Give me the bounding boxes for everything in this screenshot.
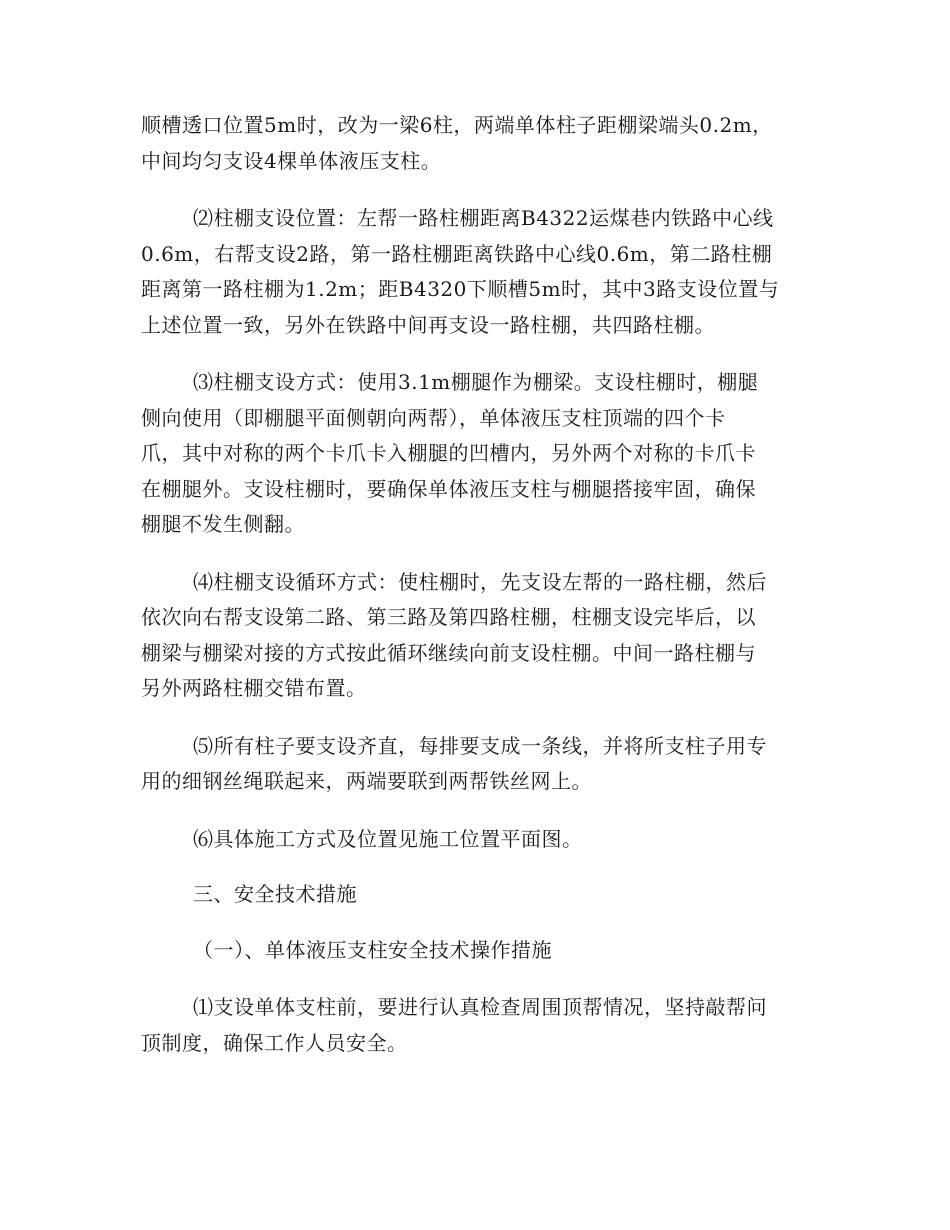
text-line: ⑵柱棚支设位置：左帮一路柱棚距离B4322运煤巷内铁路中心线: [193, 206, 774, 230]
paragraph-item-2: [141, 201, 821, 343]
section-heading: [141, 877, 821, 913]
paragraph-measure-1: [141, 990, 821, 1061]
section-heading-text: 三、安全技术措施: [193, 882, 357, 906]
subsection-heading-text: （一）、单体液压支柱安全技术操作措施: [193, 937, 552, 962]
text-line: 依次向右帮支设第二路、第三路及第四路柱棚，柱棚支设完毕后，以: [141, 605, 756, 629]
document-body: [141, 108, 821, 1061]
text-line: 另外两路柱棚交错布置。: [141, 676, 367, 700]
text-line: ⑷柱棚支设循环方式：使柱棚时，先支设左帮的一路柱棚，然后: [193, 569, 767, 594]
text-line: 在棚腿外。支设柱棚时，要确保单体液压支柱与棚腿搭接牢固，确保: [141, 476, 756, 501]
text-line: ⑹具体施工方式及位置见施工位置平面图。: [193, 826, 583, 851]
text-line: 顺槽透口位置5m时，改为一梁6柱，两端单体柱子距棚梁端头0.2m，: [141, 113, 773, 137]
subsection-heading: [141, 933, 821, 969]
text-line: 上述位置一致，另外在铁路中间再支设一路柱棚，共四路柱棚。: [141, 312, 715, 337]
text-line: 爪，其中对称的两个卡爪卡入棚腿的凹槽内，另外两个对称的卡爪卡: [141, 441, 756, 465]
text-line: 棚梁与棚梁对接的方式按此循环继续向前支设柱棚。中间一路柱棚与: [141, 640, 756, 665]
paragraph-item-3: [141, 365, 821, 543]
text-line: ⑴支设单体支柱前，要进行认真检查周围顶帮情况，坚持敲帮问: [193, 995, 767, 1019]
text-line: ⑶柱棚支设方式：使用3.1m棚腿作为棚梁。支设柱棚时，棚腿: [193, 370, 759, 394]
text-line: 中间均匀支设4棵单体液压支柱。: [141, 148, 442, 173]
text-line: 距离第一路柱棚为1.2m；距B4320下顺槽5m时，其中3路支设位置与: [141, 277, 780, 301]
text-line: ⑸所有柱子要支设齐直，每排要支成一条线，并将所支柱子用专: [193, 733, 767, 758]
paragraph-item-6: [141, 822, 821, 858]
text-line: 顶制度，确保工作人员安全。: [141, 1030, 408, 1055]
text-line: 用的细钢丝绳联起来，两端要联到两帮铁丝网上。: [141, 769, 592, 793]
text-line: 0.6m，右帮支设2路，第一路柱棚距离铁路中心线0.6m，第二路柱棚: [141, 241, 773, 266]
text-line: 棚腿不发生侧翻。: [141, 512, 305, 536]
paragraph-item-4: [141, 565, 821, 707]
text-line: 侧向使用（即棚腿平面侧朝向两帮），单体液压支柱顶端的四个卡: [141, 405, 726, 430]
paragraph-item-5: [141, 729, 821, 800]
paragraph-continuation: [141, 108, 821, 179]
